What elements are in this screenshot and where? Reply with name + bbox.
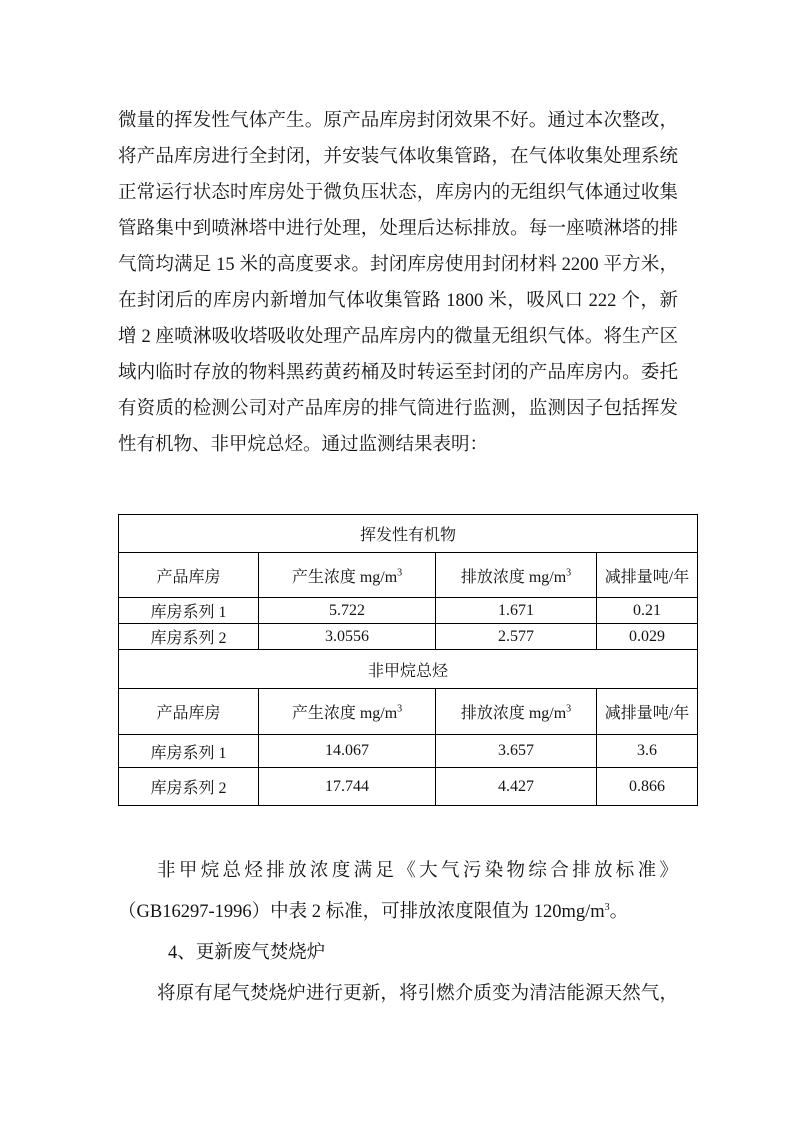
table-cell: 5.722 <box>259 598 436 624</box>
paragraph-line: 增 2 座喷淋吸收塔吸收处理产品库房内的微量无组织气体。将生产区 <box>118 327 678 347</box>
paragraph-line: 微量的挥发性气体产生。原产品库房封闭效果不好。通过本次整改， <box>118 111 678 131</box>
standard-ref-text: （GB16297-1996）中表 2 标准，可排放浓度限值为 120mg/m <box>118 902 605 922</box>
header-unit-text: 排放浓度 mg/m <box>460 705 567 722</box>
table-row <box>119 553 698 598</box>
sentence-end: 。 <box>609 902 629 922</box>
table-cell: 3.0556 <box>259 624 436 650</box>
table-row <box>119 650 698 689</box>
table-header-cell: 产品库房 <box>119 553 259 598</box>
table-cell: 3.657 <box>436 735 597 768</box>
table-section-title: 非甲烷总烃 <box>119 650 698 689</box>
table-row <box>119 624 698 650</box>
table-header-cell: 减排量吨/年 <box>597 553 698 598</box>
table-header-cell: 产品库房 <box>119 689 259 735</box>
table-cell: 14.067 <box>259 735 436 768</box>
table-cell: 库房系列 1 <box>119 598 259 624</box>
table-header-cell <box>259 553 436 598</box>
header-unit-text: 排放浓度 mg/m <box>460 568 567 586</box>
paragraph-line: 有资质的检测公司对产品库房的排气筒进行监测，监测因子包括挥发 <box>118 399 678 419</box>
paragraph-line: 将产品库房进行全封闭，并安装气体收集管路，在气体收集处理系统 <box>118 147 678 167</box>
paragraph-line: 管路集中到喷淋塔中进行处理，处理后达标排放。每一座喷淋塔的排 <box>118 219 678 239</box>
paragraph-line: 非甲烷总烃排放浓度满足《大气污染物综合排放标准》 <box>157 861 678 881</box>
table-cell: 3.6 <box>597 735 698 768</box>
table-header-cell <box>436 553 597 598</box>
superscript: 3 <box>397 567 403 579</box>
table-cell: 17.744 <box>259 768 436 806</box>
table-row <box>119 768 698 806</box>
header-unit-text: 产生浓度 mg/m <box>291 568 398 586</box>
paragraph-line: 气筒均满足 15 米的高度要求。封闭库房使用封闭材料 2200 平方米， <box>118 255 678 275</box>
header-unit-text: 产生浓度 mg/m <box>291 705 398 722</box>
table-header-cell <box>259 689 436 735</box>
superscript: 3 <box>604 901 610 913</box>
table-section-title: 挥发性有机物 <box>119 515 698 553</box>
paragraph-line: 在封闭后的库房内新增加气体收集管路 1800 米，吸风口 222 个，新 <box>118 291 678 311</box>
paragraph-line: 正常运行状态时库房处于微负压状态，库房内的无组织气体通过收集 <box>118 183 678 203</box>
superscript: 3 <box>566 567 572 579</box>
table-cell: 1.671 <box>436 598 597 624</box>
body-paragraph-top <box>118 103 678 463</box>
table-header-cell: 减排量吨/年 <box>597 689 698 735</box>
table-row <box>119 598 698 624</box>
table-row <box>119 515 698 553</box>
superscript: 3 <box>566 703 572 715</box>
table-cell: 2.577 <box>436 624 597 650</box>
table-cell: 库房系列 2 <box>119 624 259 650</box>
monitoring-results-table <box>118 514 698 806</box>
table-cell: 0.866 <box>597 768 698 806</box>
paragraph-line <box>118 892 678 933</box>
paragraph-line: 将原有尾气焚烧炉进行更新，将引燃介质变为清洁能源天然气， <box>157 984 678 1004</box>
table-cell: 0.029 <box>597 624 698 650</box>
table-cell: 4.427 <box>436 768 597 806</box>
paragraph-line: 域内临时存放的物料黑药黄药桶及时转运至封闭的产品库房内。委托 <box>118 363 678 383</box>
table-cell: 库房系列 1 <box>119 735 259 768</box>
paragraph-line: 性有机物、非甲烷总烃。通过监测结果表明： <box>118 435 489 455</box>
table-header-cell <box>436 689 597 735</box>
table-cell: 0.21 <box>597 598 698 624</box>
table-row <box>119 689 698 735</box>
section-heading-4: 4、更新废气焚烧炉 <box>168 943 326 963</box>
table-cell: 库房系列 2 <box>119 768 259 806</box>
table-row <box>119 735 698 768</box>
superscript: 3 <box>397 703 403 715</box>
body-paragraph-bottom <box>118 851 678 1015</box>
